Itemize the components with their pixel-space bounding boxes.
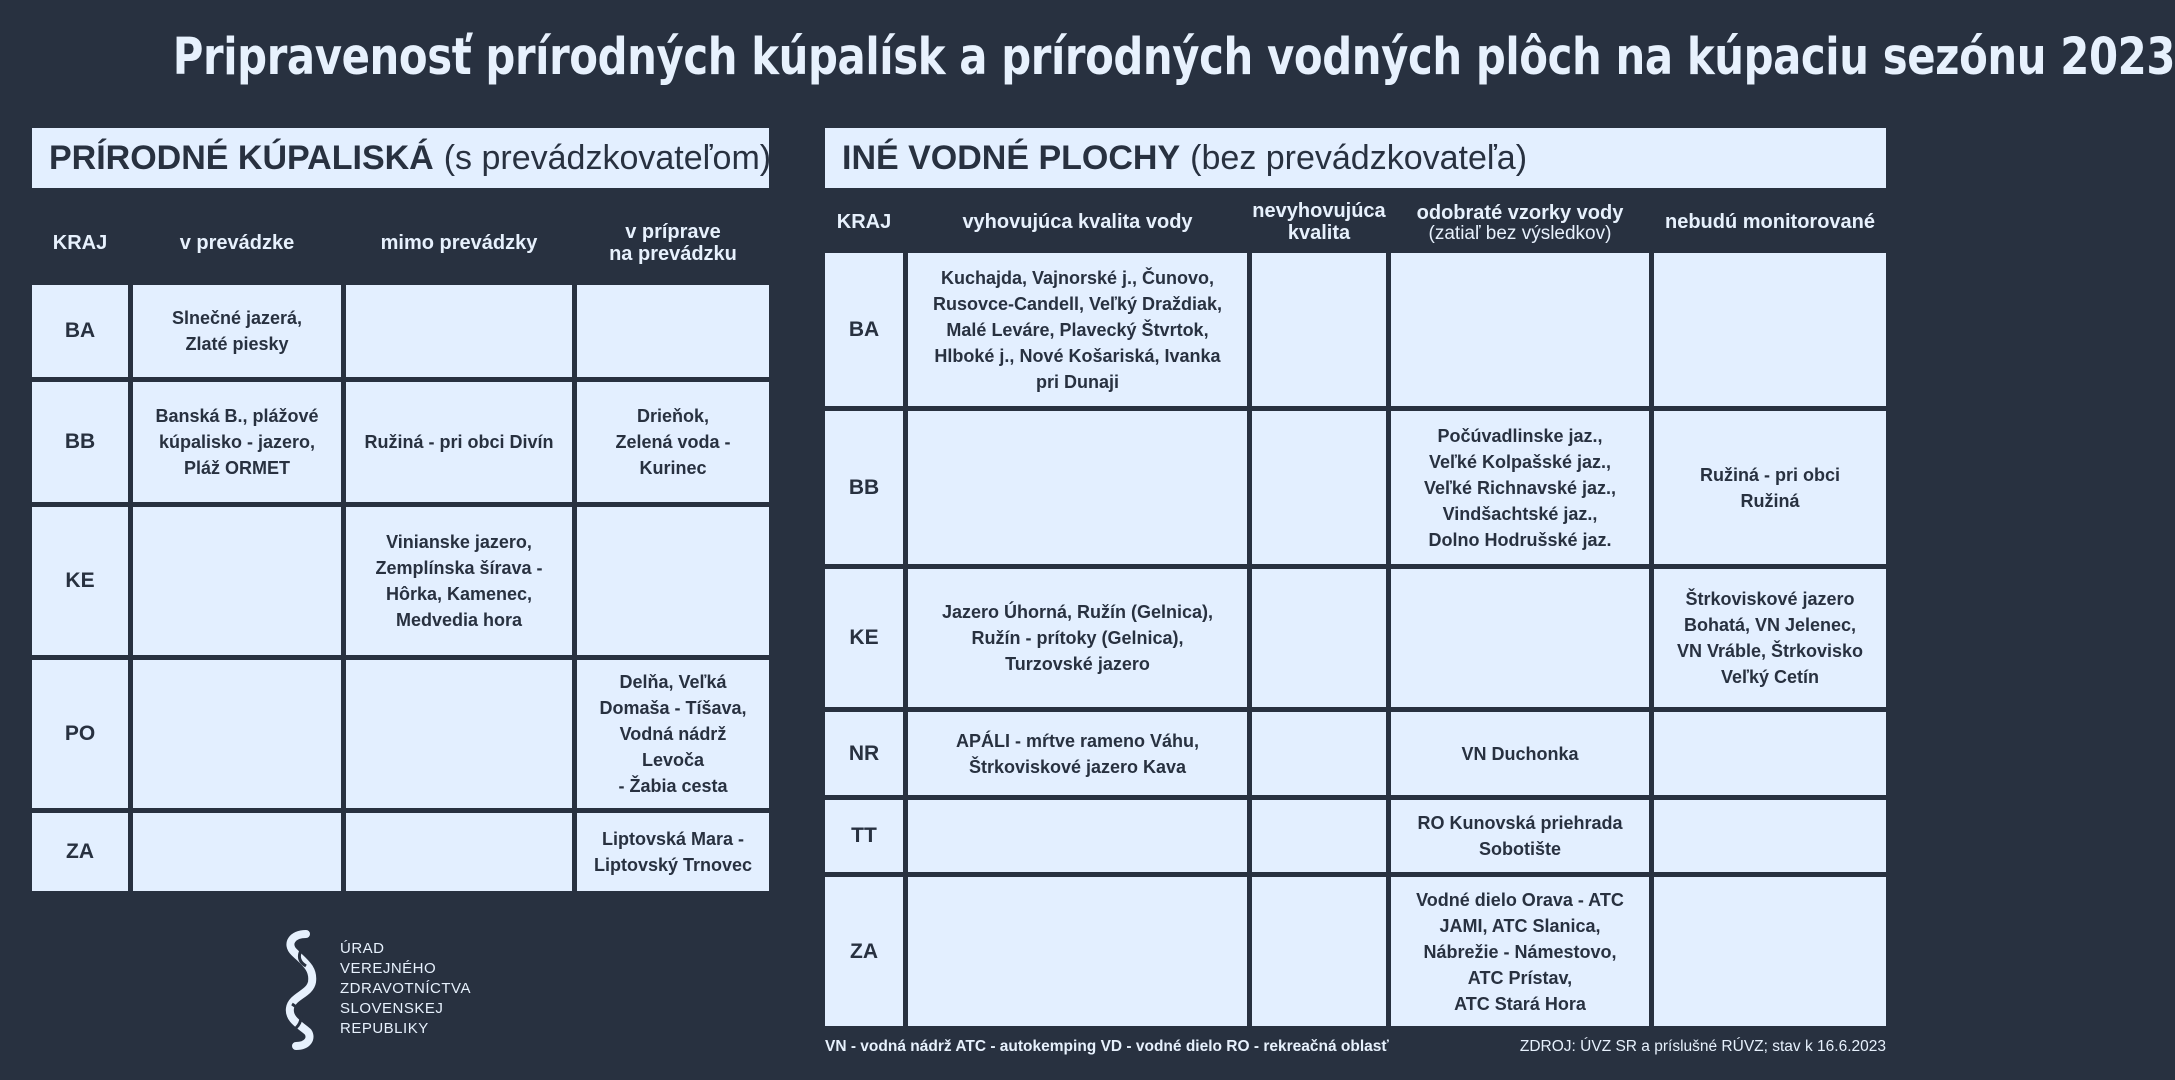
left-row-bb-in-preparation: Drieňok, Zelená voda - Kurinec: [577, 382, 769, 502]
left-row-ba-out-of-operation: [346, 285, 572, 377]
right-row-bb-bad: [1252, 411, 1386, 564]
right-col-unmonitored: nebudú monitorované: [1665, 211, 1875, 233]
left-header-rest: (s prevádzkovateľom): [443, 138, 772, 177]
right-row-ke-unmonitored: Štrkoviskové jazero Bohatá, VN Jelenec, VN Vráble, Štrkovisko Veľký Cetín: [1654, 569, 1886, 707]
left-row-ke-kraj: KE: [32, 507, 128, 655]
right-row-za-kraj: ZA: [825, 877, 903, 1026]
right-row-ke-bad: [1252, 569, 1386, 707]
left-row-po-in-operation: [133, 660, 341, 808]
left-row-ke-in-operation: [133, 507, 341, 655]
left-table: [32, 206, 769, 891]
right-row-bb-unmonitored: Ružiná - pri obci Ružiná: [1654, 411, 1886, 564]
right-row-ke-sampled: [1391, 569, 1649, 707]
right-section-header: [825, 128, 1886, 188]
right-row-ba-sampled: [1391, 253, 1649, 406]
left-col-kraj: KRAJ: [52, 232, 108, 254]
uvz-logo: [278, 928, 471, 1050]
right-row-tt-good: [908, 800, 1247, 872]
right-col-sampled-sub: (zatiaľ bez výsledkov): [1428, 222, 1612, 244]
left-row-ke-in-preparation: [577, 507, 769, 655]
right-row-ba-good: Kuchajda, Vajnorské j., Čunovo, Rusovce-Candell, Veľký Draždiak, Malé Leváre, Plavecký Štvrtok, Hlboké j., Nové Košariská, Ivanka pri Dunaji: [908, 253, 1247, 406]
left-header-bold: PRÍRODNÉ KÚPALISKÁ: [49, 138, 434, 177]
right-col-good-quality: vyhovujúca kvalita vody: [962, 211, 1193, 233]
left-row-po-kraj: PO: [32, 660, 128, 808]
right-row-tt-bad: [1252, 800, 1386, 872]
right-col-sampled: odobraté vzorky vody (zatiaľ bez výsledkov): [1416, 201, 1624, 244]
right-row-nr-sampled: VN Duchonka: [1391, 712, 1649, 795]
right-header-bold: INÉ VODNÉ PLOCHY: [842, 138, 1181, 177]
left-row-po-in-preparation: Delňa, Veľká Domaša - Tíšava, Vodná nádrž Levoča - Žabia cesta: [577, 660, 769, 808]
left-col-in-operation: v prevádzke: [179, 232, 295, 254]
left-row-za-in-preparation: Liptovská Mara - Liptovský Trnovec: [577, 813, 769, 891]
uvz-serpent-icon: [278, 928, 322, 1050]
footer-source: ZDROJ: ÚVZ SR a príslušné RÚVZ; stav k 16.6.2023: [1519, 1038, 1886, 1055]
right-row-bb-good: [908, 411, 1247, 564]
left-row-za-out-of-operation: [346, 813, 572, 891]
right-row-za-good: [908, 877, 1247, 1026]
right-row-za-unmonitored: [1654, 877, 1886, 1026]
right-row-ke-good: Jazero Úhorná, Ružín (Gelnica), Ružín - prítoky (Gelnica), Turzovské jazero: [908, 569, 1247, 707]
right-row-tt-kraj: TT: [825, 800, 903, 872]
right-row-ke-kraj: KE: [825, 569, 903, 707]
left-col-in-preparation: v príprave na prevádzku: [609, 221, 737, 265]
footer-legend: VN - vodná nádrž ATC - autokemping VD - vodné dielo RO - rekreačná oblasť: [825, 1038, 1389, 1055]
left-col-out-of-operation: mimo prevádzky: [380, 232, 538, 254]
right-row-nr-good: APÁLI - mŕtve rameno Váhu, Štrkoviskové jazero Kava: [908, 712, 1247, 795]
left-row-za-kraj: ZA: [32, 813, 128, 891]
left-row-ba-in-operation: Slnečné jazerá, Zlaté piesky: [133, 285, 341, 377]
left-row-po-out-of-operation: [346, 660, 572, 808]
page-title: Pripravenosť prírodných kúpalísk a prírodných vodných plôch na kúpaciu sezónu 2023: [172, 28, 2175, 87]
right-row-nr-bad: [1252, 712, 1386, 795]
left-row-ke-out-of-operation: Vinianske jazero, Zemplínska šírava - Hôrka, Kamenec, Medvedia hora: [346, 507, 572, 655]
uvz-logo-text: ÚRAD VEREJNÉHO ZDRAVOTNÍCTVA SLOVENSKEJ REPUBLIKY: [340, 940, 471, 1037]
right-row-bb-sampled: Počúvadlinske jaz., Veľké Kolpašské jaz., Veľké Richnavské jaz., Vindšachtské jaz., Dolno Hodrušské jaz.: [1391, 411, 1649, 564]
left-row-bb-kraj: BB: [32, 382, 128, 502]
right-row-tt-sampled: RO Kunovská priehrada Sobotište: [1391, 800, 1649, 872]
right-row-ba-kraj: BA: [825, 253, 903, 406]
right-row-za-sampled: Vodné dielo Orava - ATC JAMI, ATC Slanica, Nábrežie - Námestovo, ATC Prístav, ATC Stará Hora: [1391, 877, 1649, 1026]
left-row-bb-out-of-operation: Ružiná - pri obci Divín: [346, 382, 572, 502]
right-table: [825, 196, 1886, 1026]
right-col-kraj: KRAJ: [836, 211, 892, 233]
right-header-rest: (bez prevádzkovateľa): [1190, 138, 1528, 177]
left-row-ba-kraj: BA: [32, 285, 128, 377]
right-row-nr-unmonitored: [1654, 712, 1886, 795]
left-row-ba-in-preparation: [577, 285, 769, 377]
right-row-bb-kraj: BB: [825, 411, 903, 564]
right-row-nr-kraj: NR: [825, 712, 903, 795]
right-row-ba-unmonitored: [1654, 253, 1886, 406]
right-row-za-bad: [1252, 877, 1386, 1026]
right-col-bad-quality: nevyhovujúca kvalita: [1252, 200, 1386, 244]
left-row-bb-in-operation: Banská B., plážové kúpalisko - jazero, Pláž ORMET: [133, 382, 341, 502]
left-section-header: [32, 128, 772, 188]
right-row-ba-bad: [1252, 253, 1386, 406]
right-row-tt-unmonitored: [1654, 800, 1886, 872]
left-row-za-in-operation: [133, 813, 341, 891]
